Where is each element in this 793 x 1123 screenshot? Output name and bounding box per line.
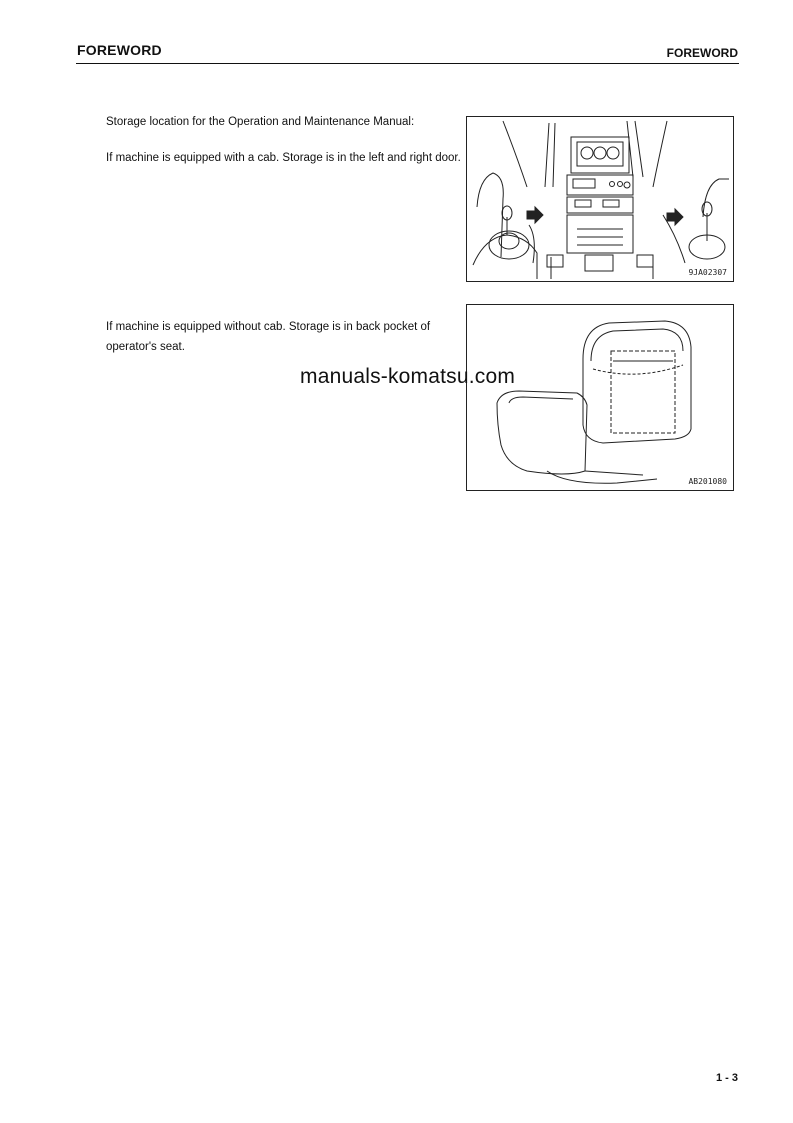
header-title-right: FOREWORD <box>666 46 738 60</box>
header-title-left: FOREWORD <box>77 42 162 58</box>
page-number: 1 - 3 <box>715 1072 738 1084</box>
watermark-text: manuals-komatsu.com <box>300 365 516 388</box>
seat-pocket-illustration <box>467 305 733 490</box>
header-rule <box>76 63 739 64</box>
cab-figure-code: 9JA02307 <box>688 268 727 277</box>
seat-figure-code: AB201080 <box>688 477 727 486</box>
cab-storage-text: If machine is equipped with a cab. Storage is in the left and right door. <box>106 152 461 164</box>
storage-intro-text: Storage location for the Operation and Maintenance Manual: <box>106 116 415 128</box>
no-cab-storage-text: If machine is equipped without cab. Storage is in back pocket of operator's seat. <box>106 321 431 353</box>
cab-interior-figure <box>466 116 734 282</box>
cab-interior-illustration <box>467 117 733 281</box>
seat-pocket-figure <box>466 304 734 491</box>
